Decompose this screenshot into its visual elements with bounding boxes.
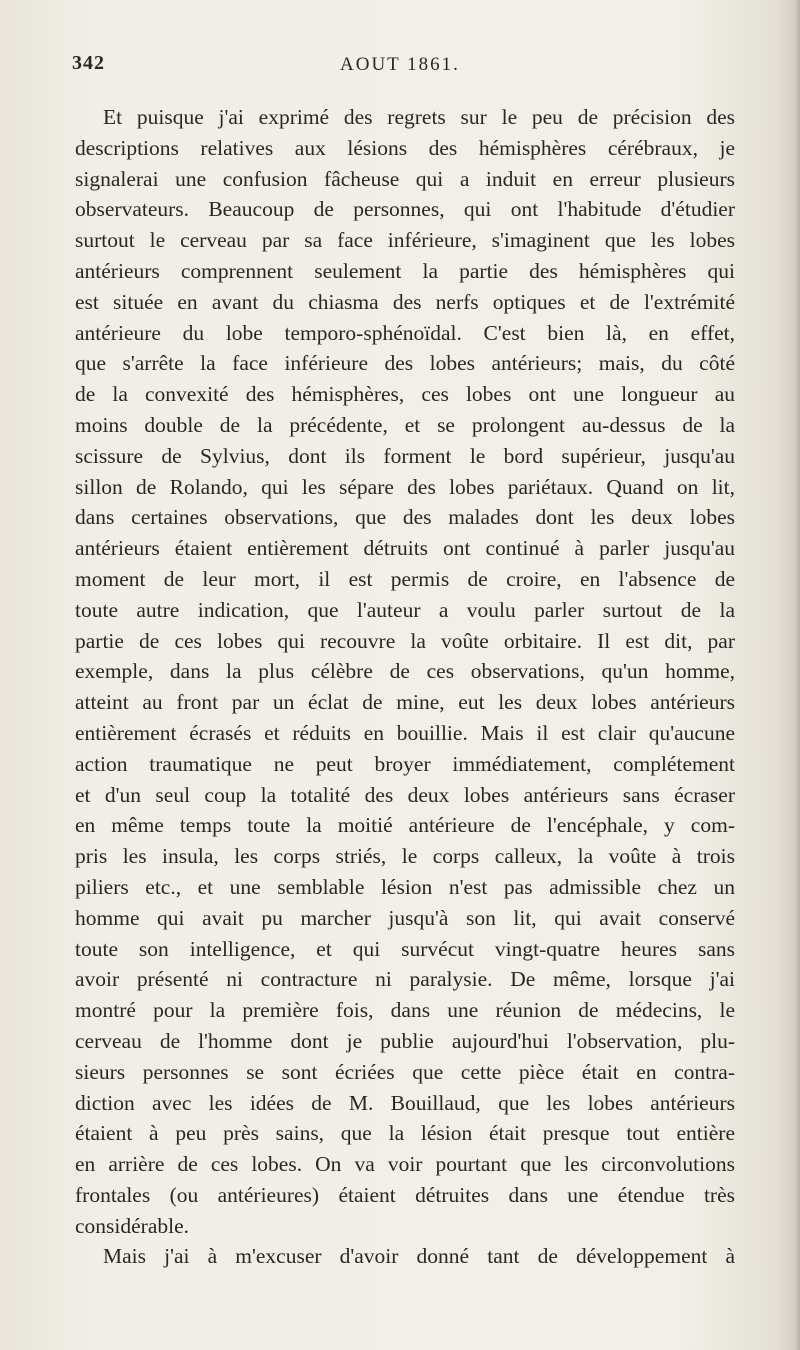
body-text bbox=[75, 102, 735, 1272]
text-line: pris les insula, les corps striés, le corps calleux, la voûte à trois bbox=[75, 844, 735, 869]
text-line: est située en avant du chiasma des nerfs optiques et de l'extrémité bbox=[75, 289, 735, 314]
text-line: partie de ces lobes qui recouvre la voûte orbitaire. Il est dit, par bbox=[75, 628, 735, 653]
text-line: scissure de Sylvius, dont ils forment le bord supérieur, jusqu'au bbox=[75, 443, 735, 468]
text-line: action traumatique ne peut broyer immédiatement, complétement bbox=[75, 751, 735, 776]
text-line: et d'un seul coup la totalité des deux lobes antérieurs sans écraser bbox=[75, 782, 735, 807]
running-head-title: AOUT 1861. bbox=[340, 54, 460, 75]
page-number: 342 bbox=[72, 52, 105, 74]
text-line: descriptions relatives aux lésions des hémisphères cérébraux, je bbox=[75, 135, 735, 160]
text-line: exemple, dans la plus célèbre de ces observations, qu'un homme, bbox=[75, 659, 735, 684]
text-line: entièrement écrasés et réduits en bouillie. Mais il est clair qu'aucune bbox=[75, 720, 735, 745]
text-line: antérieure du lobe temporo-sphénoïdal. C'est bien là, en effet, bbox=[75, 320, 735, 345]
text-line: Mais j'ai à m'excuser d'avoir donné tant de développement à bbox=[103, 1244, 735, 1269]
text-line: avoir présenté ni contracture ni paralysie. De même, lorsque j'ai bbox=[75, 967, 735, 992]
text-line: dans certaines observations, que des malades dont les deux lobes bbox=[75, 505, 735, 530]
text-line: étaient à peu près sains, que la lésion était presque tout entière bbox=[75, 1121, 735, 1146]
text-line: en même temps toute la moitié antérieure de l'encéphale, y com- bbox=[75, 813, 735, 838]
text-line: moins double de la précédente, et se prolongent au-dessus de la bbox=[75, 412, 735, 437]
text-line: toute autre indication, que l'auteur a voulu parler surtout de la bbox=[75, 597, 735, 622]
page-edge-shadow bbox=[794, 0, 800, 1350]
text-line: atteint au front par un éclat de mine, eut les deux lobes antérieurs bbox=[75, 690, 735, 715]
text-line: en arrière de ces lobes. On va voir pourtant que les circonvolutions bbox=[75, 1152, 735, 1177]
text-line: sieurs personnes se sont écriées que cette pièce était en contra- bbox=[75, 1059, 735, 1084]
text-line: toute son intelligence, et qui survécut vingt-quatre heures sans bbox=[75, 936, 735, 961]
text-line: cerveau de l'homme dont je publie aujourd'hui l'observation, plu- bbox=[75, 1028, 735, 1053]
text-line: sillon de Rolando, qui les sépare des lobes pariétaux. Quand on lit, bbox=[75, 474, 735, 499]
running-head bbox=[72, 52, 732, 82]
text-line: homme qui avait pu marcher jusqu'à son lit, qui avait conservé bbox=[75, 905, 735, 930]
text-line: frontales (ou antérieures) étaient détruites dans une étendue très bbox=[75, 1182, 735, 1207]
text-line: antérieurs étaient entièrement détruits ont continué à parler jusqu'au bbox=[75, 536, 735, 561]
text-line: antérieurs comprennent seulement la partie des hémisphères qui bbox=[75, 258, 735, 283]
text-line: montré pour la première fois, dans une réunion de médecins, le bbox=[75, 998, 735, 1023]
text-line: diction avec les idées de M. Bouillaud, que les lobes antérieurs bbox=[75, 1090, 735, 1115]
text-line: observateurs. Beaucoup de personnes, qui ont l'habitude d'étudier bbox=[75, 197, 735, 222]
text-line: surtout le cerveau par sa face inférieure, s'imaginent que les lobes bbox=[75, 228, 735, 253]
text-line: considérable. bbox=[75, 1213, 190, 1238]
text-line: signalerai une confusion fâcheuse qui a induit en erreur plusieurs bbox=[75, 166, 735, 191]
text-line: Et puisque j'ai exprimé des regrets sur le peu de précision des bbox=[103, 105, 735, 129]
text-line: de la convexité des hémisphères, ces lobes ont une longueur au bbox=[75, 382, 735, 407]
text-line: piliers etc., et une semblable lésion n'est pas admissible chez un bbox=[75, 874, 735, 899]
text-line: que s'arrête la face inférieure des lobes antérieurs; mais, du côté bbox=[75, 351, 735, 376]
text-line: moment de leur mort, il est permis de croire, en l'absence de bbox=[75, 566, 735, 591]
